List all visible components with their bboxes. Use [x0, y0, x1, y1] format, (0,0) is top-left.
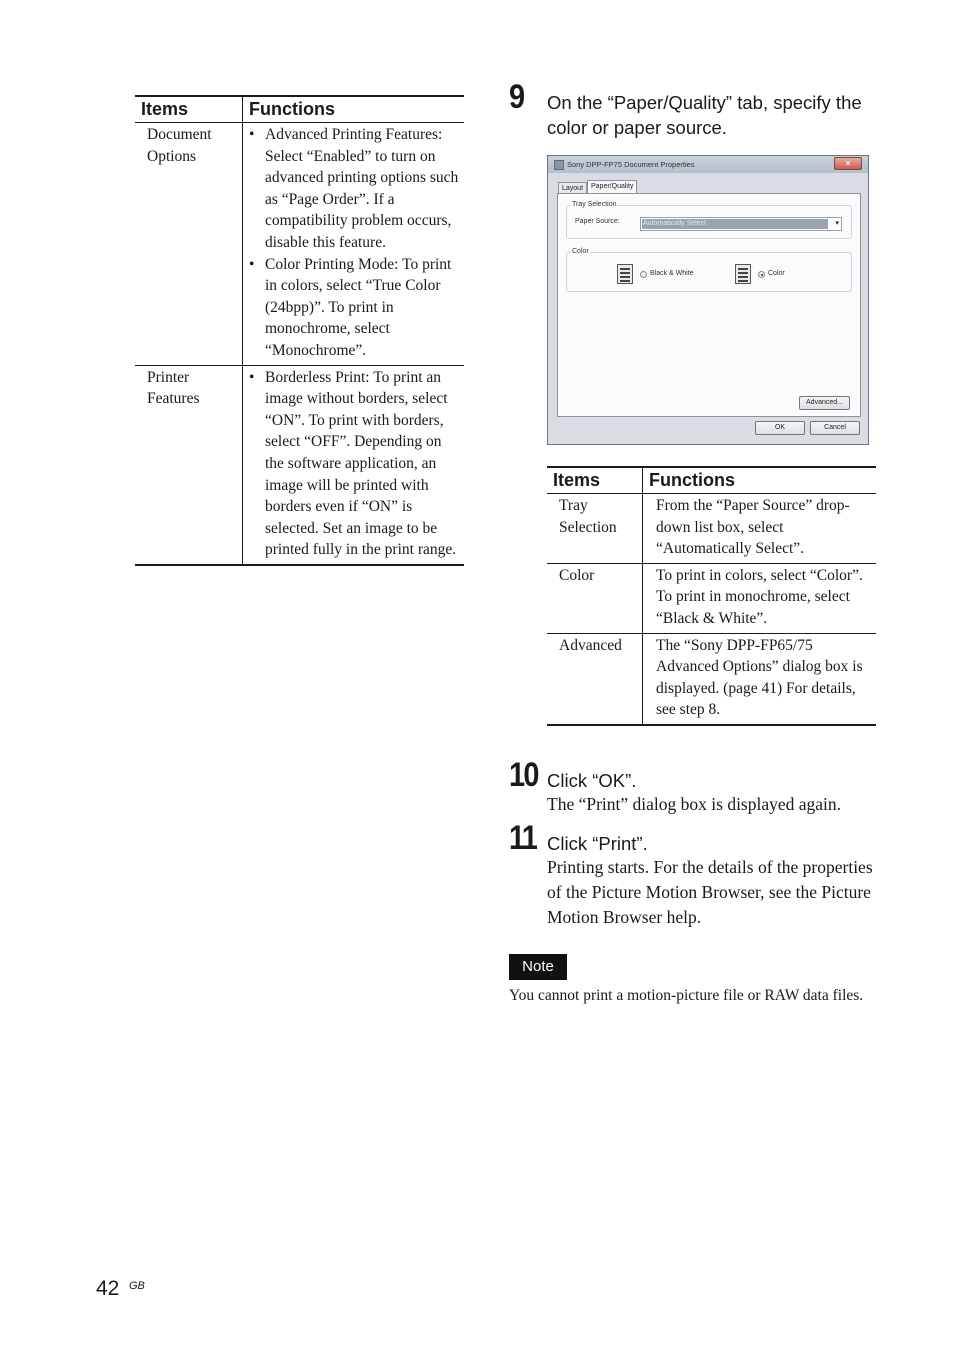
table-row — [135, 365, 464, 565]
ok-button[interactable]: OK — [755, 421, 805, 435]
tray-selection-label: Tray Selection — [572, 201, 617, 208]
note-text: You cannot print a motion-picture file or RAW data files. — [509, 987, 864, 1004]
item-cell: Advanced — [547, 633, 643, 725]
paper-source-label: Paper Source: — [575, 218, 620, 225]
bw-printer-icon — [617, 264, 633, 284]
table-header-row — [135, 96, 464, 123]
step-heading: On the “Paper/Quality” tab, specify the color or paper source. — [547, 92, 862, 138]
color-printer-icon — [735, 264, 751, 284]
chevron-down-icon: ▾ — [835, 219, 839, 227]
color-radio[interactable] — [758, 271, 765, 278]
step-number: 10 — [509, 756, 538, 794]
item-cell: Tray Selection — [547, 494, 643, 564]
right-functions-table — [547, 466, 876, 726]
item-cell: Document Options — [135, 123, 243, 366]
close-button[interactable]: ✕ — [834, 157, 862, 170]
printer-icon — [554, 160, 564, 170]
item-cell: Color — [547, 563, 643, 633]
tab-layout[interactable]: Layout — [558, 182, 587, 195]
step-heading: Click “OK”. — [547, 770, 637, 791]
color-group-label: Color — [572, 248, 589, 255]
note-badge: Note — [509, 954, 567, 980]
function-bullet: • Borderless Print: To print an image without borders, select “ON”. To print with borders, select “OFF”. Depending on the software application, an image will be printed with borders even if “ON” is selected. Set an image to be printed fully in the print range. — [265, 367, 464, 561]
table-header-row — [547, 467, 876, 494]
bw-radio[interactable] — [640, 271, 647, 278]
function-bullet: • Advanced Printing Features: Select “Enabled” to turn on advanced printing options such as “Page Order”. If a compatibility problem occurs, disable this feature. — [265, 124, 464, 254]
bw-label: Black & White — [650, 270, 694, 277]
page-number: 42 — [96, 1277, 120, 1300]
step-body: Printing starts. For the details of the properties of the Picture Motion Browser, see the Picture Motion Browser help. — [547, 857, 873, 927]
function-cell — [243, 123, 465, 366]
dialog-title: Sony DPP-FP75 Document Properties — [567, 160, 695, 169]
header-functions: Functions — [643, 467, 877, 494]
left-functions-table — [135, 95, 464, 566]
tab-paper-quality[interactable]: Paper/Quality — [587, 180, 637, 195]
document-properties-dialog — [547, 155, 869, 445]
step-body: The “Print” dialog box is displayed again. — [547, 794, 842, 814]
header-items: Items — [135, 96, 243, 123]
function-cell: To print in colors, select “Color”. To print in monochrome, select “Black & White”. — [643, 563, 877, 633]
table-row — [547, 633, 876, 725]
table-row — [547, 494, 876, 564]
function-cell: The “Sony DPP-FP65/75 Advanced Options” dialog box is displayed. (page 41) For details, see step 8. — [643, 633, 877, 725]
header-items: Items — [547, 467, 643, 494]
function-bullet: • Color Printing Mode: To print in colors, select “True Color (24bpp)”. To print in monochrome, select “Monochrome”. — [265, 254, 464, 362]
header-functions: Functions — [243, 96, 465, 123]
color-label: Color — [768, 270, 785, 277]
dialog-titlebar — [548, 156, 868, 173]
function-cell: From the “Paper Source” drop-down list box, select “Automatically Select”. — [643, 494, 877, 564]
table-row — [135, 123, 464, 366]
paper-quality-panel — [557, 193, 861, 417]
function-cell — [243, 365, 465, 565]
item-cell: Printer Features — [135, 365, 243, 565]
advanced-button[interactable]: Advanced... — [799, 396, 850, 410]
step-number: 9 — [509, 78, 524, 116]
step-heading: Click “Print”. — [547, 833, 648, 854]
paper-source-value: Automatically Select — [642, 219, 828, 229]
step-number: 11 — [509, 819, 537, 857]
page-suffix: GB — [129, 1280, 145, 1292]
table-row — [547, 563, 876, 633]
color-group — [566, 252, 852, 292]
cancel-button[interactable]: Cancel — [810, 421, 860, 435]
paper-source-select[interactable] — [640, 217, 842, 231]
